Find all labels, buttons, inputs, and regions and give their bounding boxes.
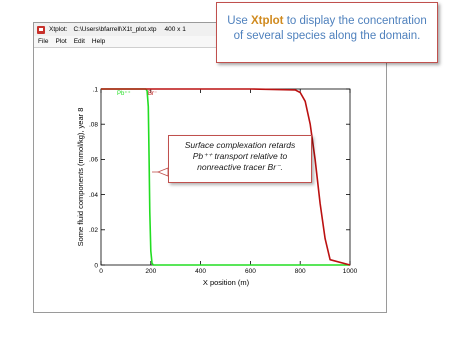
y-tick-label: .02 <box>88 227 98 235</box>
callout-middle-line3: nonreactive tracer Br⁻. <box>197 162 283 172</box>
window-title-path: C:\Users\bfarrell\X1t_plot.xtp <box>73 26 157 33</box>
menu-help[interactable]: Help <box>91 38 106 45</box>
y-tick-label: .04 <box>88 191 98 199</box>
window-title-app: Xtplot: <box>49 26 68 33</box>
legend-br-label: Br⁻ <box>148 91 158 97</box>
x-tick-label: 1000 <box>342 268 358 275</box>
x-tick-label: 400 <box>195 268 207 275</box>
x-tick-label: 800 <box>294 268 306 275</box>
x-tick-label: 600 <box>244 268 256 275</box>
x-tick-label: 200 <box>145 268 157 275</box>
callout-top-suffix: to display the concentration of several species along the domain. <box>233 15 427 42</box>
window-title-size: 400 x 1 <box>164 26 186 33</box>
callout-middle-line1: Surface complexation retards <box>184 140 296 150</box>
y-tick-label: .08 <box>88 121 98 129</box>
x-axis-label: X position (m) <box>202 278 250 287</box>
menu-edit[interactable]: Edit <box>73 38 85 45</box>
x-tick-label: 0 <box>99 268 103 275</box>
callout-middle <box>168 135 312 183</box>
callout-top-highlight: Xtplot <box>250 15 284 27</box>
callout-middle-line2: Pb⁺⁺ transport relative to <box>192 151 288 161</box>
y-tick-label: 0 <box>94 262 98 270</box>
y-tick-label: .06 <box>88 156 98 164</box>
callout-top-prefix: Use <box>227 15 251 27</box>
callout-pointer-tip <box>158 168 168 176</box>
legend-pb-label: Pb⁺⁺ <box>117 91 131 97</box>
y-axis-label: Some fluid components (mmol/kg), year 8 <box>76 107 85 247</box>
menu-file[interactable]: File <box>38 38 49 45</box>
menu-plot[interactable]: Plot <box>55 38 67 45</box>
callout-top <box>216 2 438 63</box>
y-tick-label: .1 <box>92 86 98 94</box>
